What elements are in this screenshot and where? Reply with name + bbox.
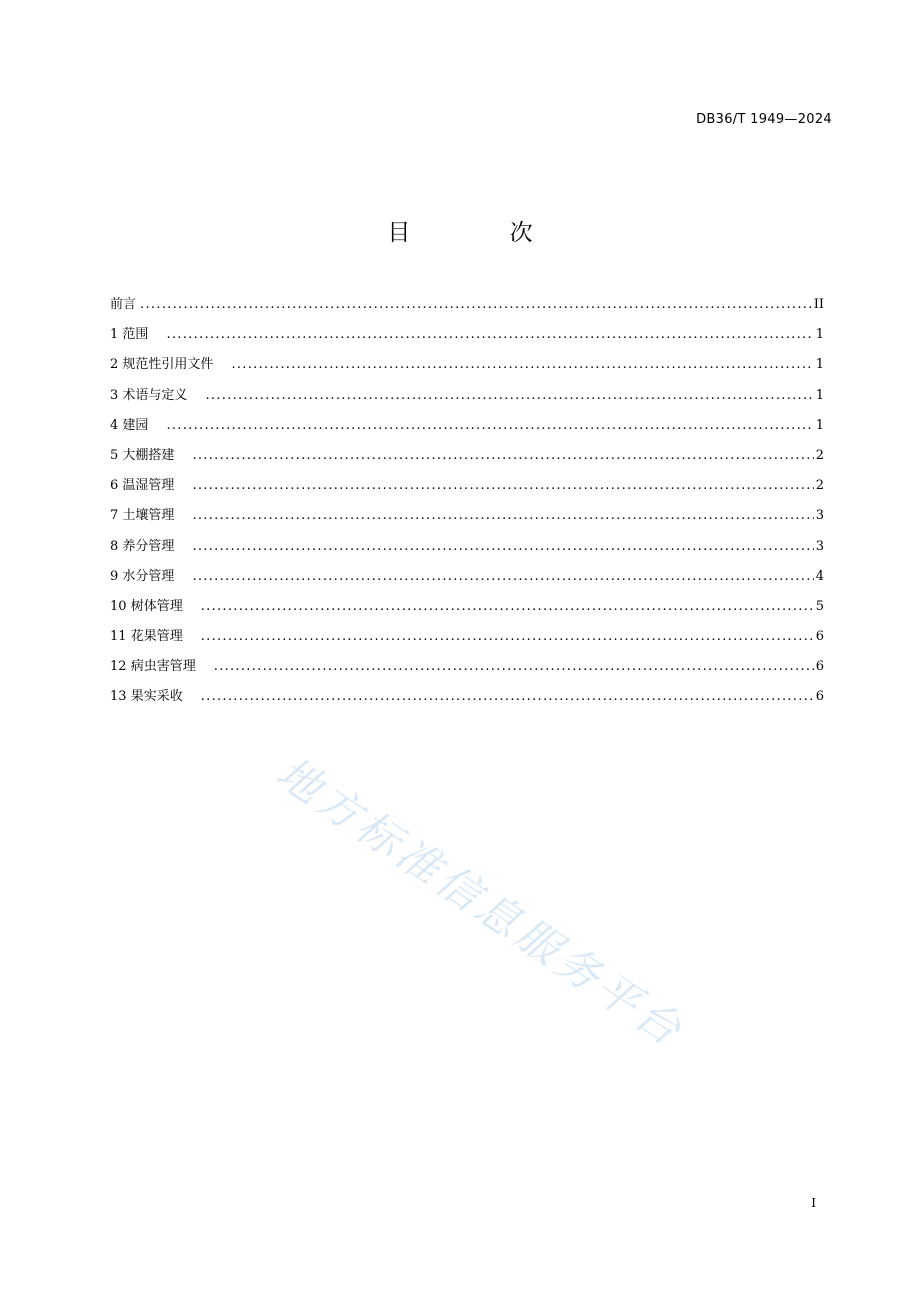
toc-entry-label: 大棚搭建 <box>122 447 175 463</box>
toc-dot-leader <box>201 689 814 704</box>
toc-entry-label: 建园 <box>122 417 149 433</box>
toc-entry-label: 温湿管理 <box>122 478 175 494</box>
toc-entry-preface[interactable] <box>110 293 824 323</box>
toc-entry-label: 树体管理 <box>130 598 183 614</box>
toc-entry-label: 前言 <box>110 297 137 312</box>
toc-entry-11[interactable] <box>110 625 824 655</box>
toc-dot-leader <box>192 478 813 493</box>
toc-entry-5[interactable] <box>110 444 824 474</box>
toc-entry-number: 3 <box>110 387 119 403</box>
toc-entry-8[interactable] <box>110 535 824 565</box>
toc-entry-page: 3 <box>815 538 824 554</box>
toc-entry-13[interactable] <box>110 685 824 715</box>
toc-entry-label: 范围 <box>122 327 149 343</box>
toc-entry-12[interactable] <box>110 655 824 685</box>
toc-dot-leader <box>201 599 814 614</box>
toc-dot-leader <box>214 659 814 674</box>
toc-entry-page: 6 <box>815 659 824 675</box>
toc-entry-number: 12 <box>110 659 127 675</box>
toc-entry-label: 花果管理 <box>130 629 183 645</box>
page-number: I <box>811 1196 816 1210</box>
toc-entry-label: 果实采收 <box>130 689 183 705</box>
toc-dot-leader <box>192 508 813 523</box>
toc-dot-leader <box>140 297 812 312</box>
toc-entry-10[interactable] <box>110 595 824 625</box>
toc-entry-number: 9 <box>110 568 119 584</box>
toc-entry-9[interactable] <box>110 565 824 595</box>
toc-entry-page: 3 <box>815 508 824 524</box>
toc-entry-number: 10 <box>110 598 127 614</box>
toc-entry-page: 6 <box>815 689 824 705</box>
toc-dot-leader <box>166 327 813 342</box>
toc-entry-number: 1 <box>110 327 119 343</box>
toc-entry-6[interactable] <box>110 474 824 504</box>
toc-entry-page: 1 <box>815 387 824 403</box>
toc-entry-number: 6 <box>110 478 119 494</box>
toc-entry-label: 规范性引用文件 <box>122 357 214 373</box>
toc-entry-number: 11 <box>110 629 127 645</box>
toc-entry-label: 养分管理 <box>122 538 175 554</box>
toc-entry-page: 6 <box>815 629 824 645</box>
toc-entry-label: 水分管理 <box>122 568 175 584</box>
watermark: 地方标准信息服务平台 <box>267 747 693 1058</box>
toc-entry-number: 4 <box>110 417 119 433</box>
toc-dot-leader <box>231 357 813 372</box>
toc-entry-page: 1 <box>815 357 824 373</box>
toc-entry-number: 8 <box>110 538 119 554</box>
toc-entry-number: 5 <box>110 447 119 463</box>
document-code: DB36/T 1949—2024 <box>696 112 832 127</box>
toc-entry-7[interactable] <box>110 504 824 534</box>
toc-entry-label: 土壤管理 <box>122 508 175 524</box>
toc-entry-4[interactable] <box>110 414 824 444</box>
toc-entry-page: 1 <box>815 417 824 433</box>
toc-dot-leader <box>192 539 813 554</box>
toc-entry-page: II <box>813 297 824 312</box>
toc-entry-label: 病虫害管理 <box>130 659 196 675</box>
toc-dot-leader <box>201 629 814 644</box>
table-of-contents <box>110 293 824 716</box>
toc-entry-label: 术语与定义 <box>122 387 188 403</box>
toc-title: 目 次 <box>387 220 579 246</box>
toc-entry-number: 13 <box>110 689 127 705</box>
toc-entry-2[interactable] <box>110 353 824 383</box>
toc-entry-1[interactable] <box>110 323 824 353</box>
toc-entry-page: 4 <box>815 568 824 584</box>
toc-dot-leader <box>192 569 813 584</box>
toc-dot-leader <box>205 388 813 403</box>
toc-entry-page: 2 <box>815 478 824 494</box>
toc-entry-number: 2 <box>110 357 119 373</box>
toc-entry-page: 1 <box>815 327 824 343</box>
toc-entry-number: 7 <box>110 508 119 524</box>
toc-entry-page: 5 <box>815 598 824 614</box>
toc-entry-3[interactable] <box>110 384 824 414</box>
toc-dot-leader <box>192 448 813 463</box>
toc-dot-leader <box>166 418 813 433</box>
toc-entry-page: 2 <box>815 447 824 463</box>
